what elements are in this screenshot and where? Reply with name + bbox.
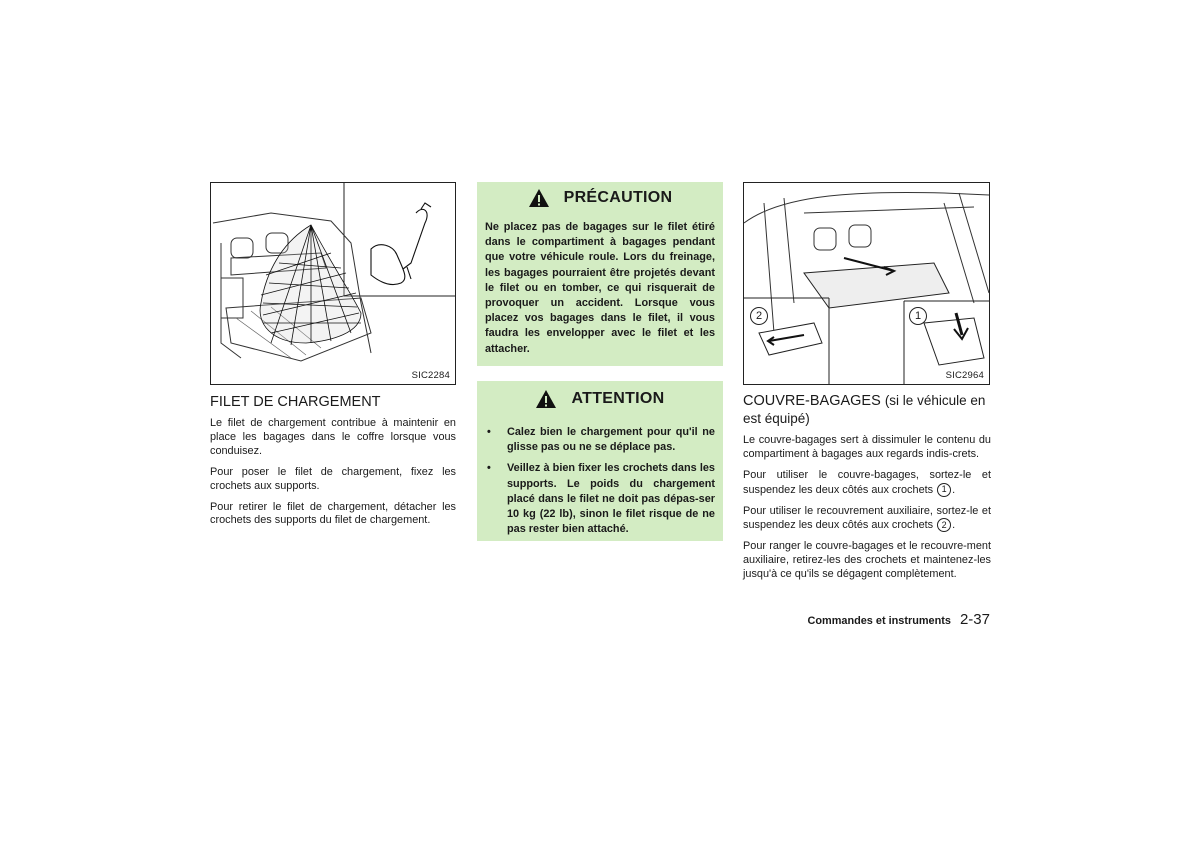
cargo-net-illustration (211, 183, 455, 384)
paragraph: Pour ranger le couvre-bagages et le recouvre-ment auxiliaire, retirez-les des crochets et maintenez-les jusqu'à ce qu'ils se dégagent complètement. (743, 540, 991, 580)
caution-text: Ne placez pas de bagages sur le filet étiré dans le compartiment à bagages pendant que votre véhicule roule. Lors du freinage, les bagages pourraient être projetés devant le filet ou en tomber, ce qui risquerait de provoquer un accident. Lorsque vous placez vos bagages dans le filet, il vous faudra les envelopper avec le filet et les attacher. (485, 221, 715, 355)
list-item (485, 425, 715, 455)
paragraph: Le couvre-bagages sert à dissimuler le contenu du compartiment à bagages aux regards indis-crets. (743, 434, 991, 460)
paragraph: Pour poser le filet de chargement, fixez les crochets aux supports. (210, 465, 456, 492)
list-item-text: Calez bien le chargement pour qu'il ne glisse pas ou ne se déplace pas. (507, 426, 715, 454)
warning-triangle-icon (535, 389, 557, 409)
section-heading (743, 392, 993, 428)
paragraph: Le filet de chargement contribue à maintenir en place les bagages dans le coffre lorsque vous conduisez. (210, 417, 456, 457)
callout-1 (909, 307, 927, 325)
paragraph-text: Pour utiliser le couvre-bagages, sortez-le et suspendez les deux côtés aux crochets (743, 468, 991, 496)
section-heading: FILET DE CHARGEMENT (210, 394, 381, 410)
right-body (743, 434, 991, 589)
paragraph: Pour retirer le filet de chargement, détacher les crochets des supports du filet de chargement. (210, 500, 456, 527)
attention-list (477, 417, 723, 549)
heading-main: COUVRE-BAGAGES (743, 393, 881, 409)
callout-ref-1: 1 (937, 483, 951, 497)
page-footer (790, 611, 990, 628)
callout-2 (750, 307, 768, 325)
attention-box (477, 381, 723, 541)
heading-sub: (si le véhicule en est équipé) (743, 393, 986, 426)
callout-ref-2: 2 (937, 518, 951, 532)
cargo-net-figure (210, 182, 456, 385)
left-body (210, 417, 456, 535)
callout-1-label: 1 (914, 309, 922, 322)
footer-section: Commandes et instruments (807, 615, 951, 627)
attention-header (477, 381, 723, 417)
paragraph: Pour utiliser le couvre-bagages, sortez-le et suspendez les deux côtés aux crochets 1 . (743, 468, 991, 496)
bullet-icon: • (487, 426, 491, 438)
attention-title: ATTENTION (571, 390, 665, 407)
paragraph-text: Pour utiliser le recouvrement auxiliaire, sortez-le et suspendez les deux côtés aux crochets (743, 504, 991, 532)
luggage-cover-figure (743, 182, 990, 385)
page-number: 2-37 (959, 611, 990, 628)
luggage-cover-illustration (744, 183, 989, 384)
bullet-icon: • (487, 462, 491, 475)
figure-label: SIC2284 (411, 370, 450, 381)
warning-triangle-icon (528, 188, 550, 208)
caution-title: PRÉCAUTION (563, 189, 673, 206)
caution-header (477, 182, 723, 214)
list-item (485, 461, 715, 537)
paragraph: Pour utiliser le recouvrement auxiliaire, sortez-le et suspendez les deux côtés aux crochets 2 . (743, 504, 991, 532)
callout-2-label: 2 (755, 309, 763, 322)
figure-label: SIC2964 (945, 370, 984, 381)
list-item-text: Veillez à bien fixer les crochets dans les supports. Le poids du chargement placé dans le filet ne doit pas dépas-ser 10 kg (22 lb), sinon le filet risque de ne pas rester bien attaché. (507, 462, 715, 536)
caution-box (477, 182, 723, 366)
